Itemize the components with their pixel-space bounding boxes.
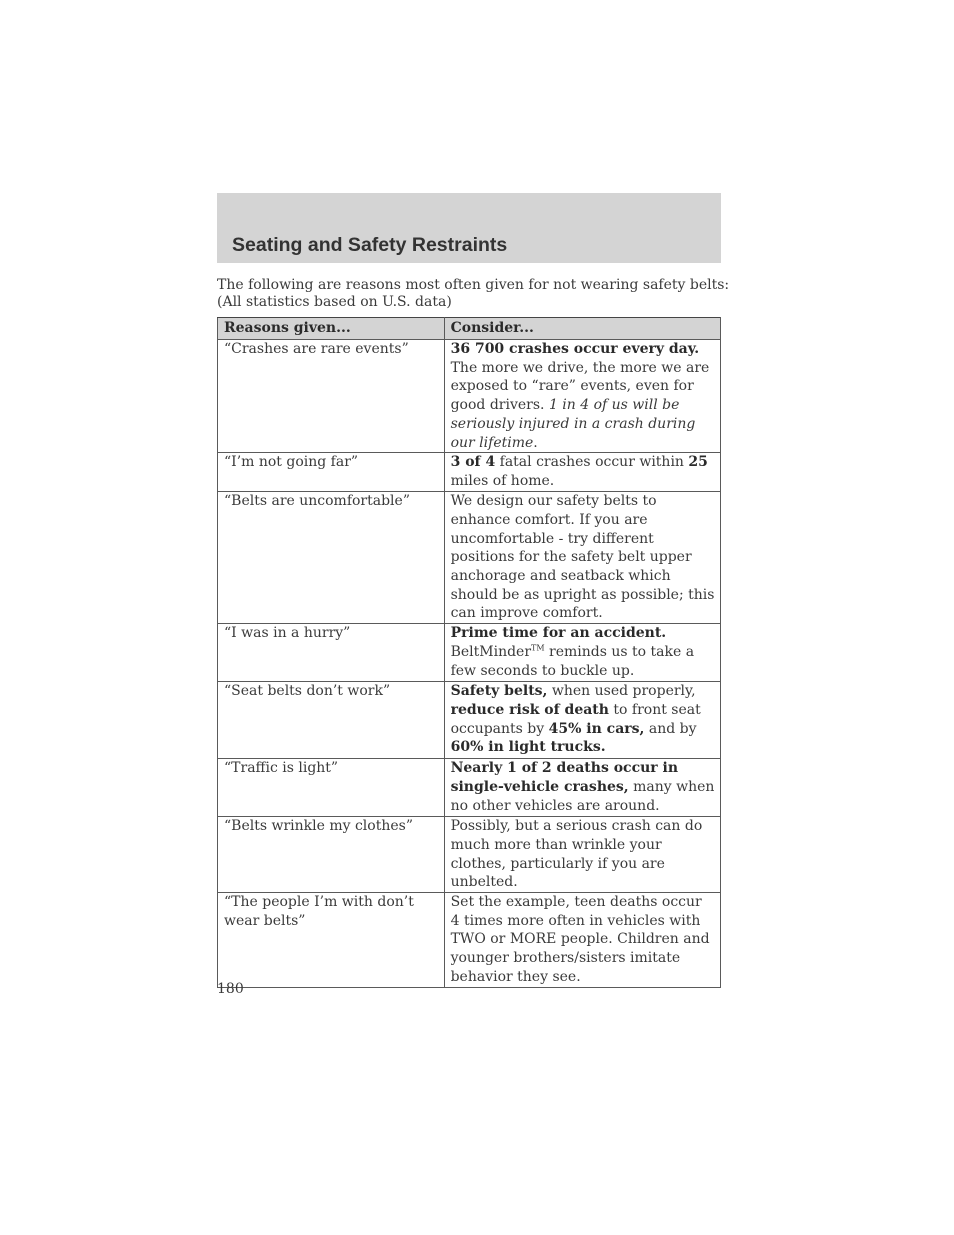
reason-cell: “Belts are uncomfortable”	[218, 492, 445, 624]
consider-text-segment: Nearly 1 of 2 deaths occur in single-vehicle crashes,	[450, 760, 679, 795]
consider-text-segment: .	[533, 434, 538, 451]
consider-cell	[444, 624, 720, 682]
consider-text-segment: 1 in 4 of us will be seriously injured in a crash during our lifetime	[450, 397, 696, 451]
table-row	[218, 892, 721, 987]
table-row	[218, 759, 721, 817]
consider-text-segment: fatal crashes occur within	[495, 454, 689, 471]
consider-text-segment: when used properly,	[547, 683, 696, 700]
reason-cell: “I was in a hurry”	[218, 624, 445, 682]
consider-text-segment: 45% in cars,	[548, 720, 645, 737]
consider-text-segment: 60% in light trucks.	[450, 739, 606, 756]
consider-cell	[444, 817, 720, 893]
intro-line: The following are reasons most often given for not wearing safety belts:	[217, 277, 730, 293]
reason-cell: “The people I’m with don’t wear belts”	[218, 892, 445, 987]
section-header-band	[217, 193, 721, 263]
consider-cell	[444, 492, 720, 624]
consider-text-segment: reduce risk of death	[450, 701, 609, 718]
table-body	[218, 340, 721, 988]
reason-cell: “I’m not going far”	[218, 453, 445, 492]
reasons-table	[217, 317, 721, 988]
table-row	[218, 624, 721, 682]
column-header-reasons: Reasons given...	[218, 318, 445, 340]
consider-text-segment: 36 700 crashes occur every day.	[450, 341, 700, 357]
consider-cell	[444, 759, 720, 817]
consider-text-segment: 25	[688, 454, 708, 471]
consider-text-segment: to front seat occupants by	[450, 701, 701, 737]
consider-cell	[444, 892, 720, 987]
consider-cell	[444, 453, 720, 492]
consider-text-segment: many when no other vehicles are around.	[450, 778, 715, 814]
consider-text-segment: reminds us to take a few seconds to buckle up.	[450, 643, 695, 679]
consider-text-segment: Safety belts,	[450, 683, 548, 700]
table-header-row	[218, 318, 721, 340]
table-row	[218, 453, 721, 492]
trademark-mark: TM	[531, 643, 545, 653]
table-row	[218, 340, 721, 453]
page-number: 180	[217, 981, 244, 997]
reason-cell: “Belts wrinkle my clothes”	[218, 817, 445, 893]
consider-text-segment: Possibly, but a serious crash can do much more than wrinkle your clothes, particularly if you are unbelted.	[450, 818, 703, 891]
table-row	[218, 682, 721, 759]
column-header-consider: Consider...	[444, 318, 720, 340]
consider-cell	[444, 682, 720, 759]
reason-cell: “Traffic is light”	[218, 759, 445, 817]
reason-cell: “Crashes are rare events”	[218, 340, 445, 453]
section-title: Seating and Safety Restraints	[232, 234, 508, 256]
reason-cell: “Seat belts don’t work”	[218, 682, 445, 759]
table-row	[218, 817, 721, 893]
consider-text-segment: and by	[644, 720, 697, 737]
consider-text-segment: Prime time for an accident.	[450, 625, 667, 642]
consider-text-segment: Set the example, teen deaths occur 4 times more often in vehicles with TWO or MORE people. Children and younger brothers/sisters imitate behavior they see.	[450, 893, 710, 985]
intro-note: (All statistics based on U.S. data)	[217, 294, 452, 310]
consider-text-segment: 3 of 4	[450, 454, 496, 471]
consider-text-segment: miles of home.	[450, 472, 555, 489]
intro-paragraph	[217, 277, 737, 311]
consider-text-segment: The more we drive, the more we are exposed to “rare” events, even for good drivers.	[450, 359, 710, 414]
table-row	[218, 492, 721, 624]
consider-cell	[444, 340, 720, 453]
consider-text-segment: BeltMinder	[450, 643, 532, 660]
consider-text-segment: We design our safety belts to enhance comfort. If you are uncomfortable - try different positions for the safety belt upper anchorage and seatback which should be as upright as possible; this can improve comfort.	[450, 493, 715, 622]
